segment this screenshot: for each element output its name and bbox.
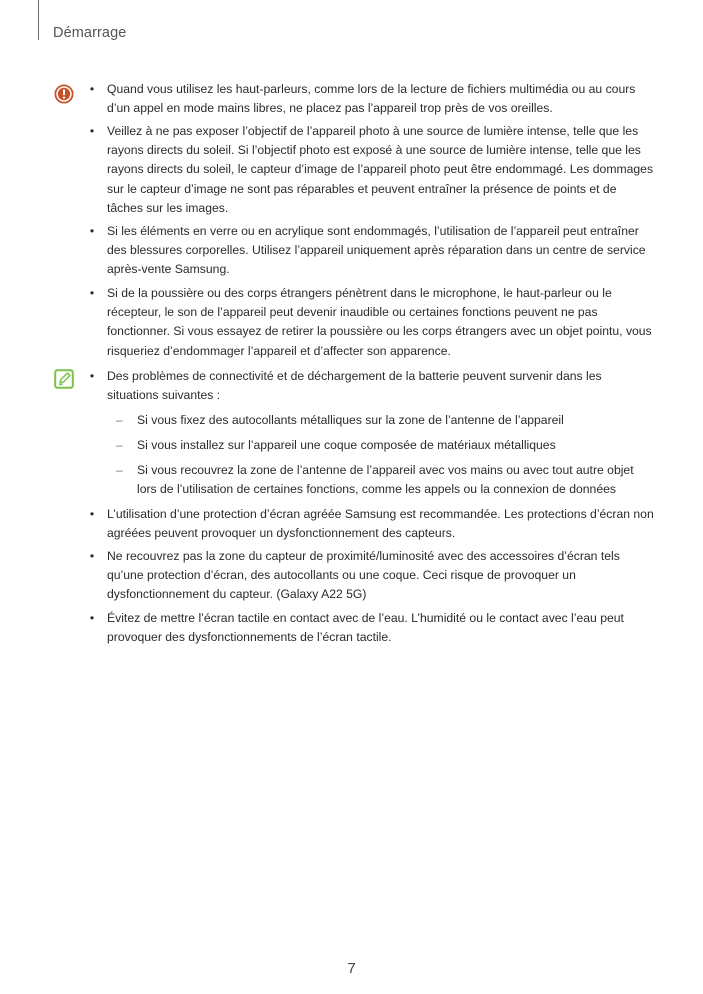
bullet: • [89, 124, 95, 138]
page-number: 7 [347, 960, 356, 977]
dash: – [116, 463, 123, 477]
note-item-text: Ne recouvrez pas la zone du capteur de proximité/luminosité avec des accessoires d’écran tels qu’une protection d’écran, des autocollants ou une coque. Ceci risque de provoquer un dysfonctionnement du capteur. (Galaxy A22 5G) [107, 549, 620, 602]
caution-item-text: Si de la poussière ou des corps étrangers pénètrent dans le microphone, le haut-parleur ou le récepteur, le son de l’appareil peut devenir inaudible ou certaines fonctions peuvent ne pas fonctionner. Si vous essayez de retirer la poussière ou les corps étrangers avec un objet pointu, vous risqueriez d’endommager l’appareil et d’affecter son apparence. [107, 286, 652, 358]
bullet: • [89, 549, 95, 563]
bullet: • [89, 369, 95, 383]
note-subitem-text: Si vous fixez des autocollants métalliques sur la zone de l’antenne de l’appareil [137, 413, 564, 427]
note-item-text: L’utilisation d’une protection d’écran agréée Samsung est recommandée. Les protections d’écran non agréées peuvent provoquer un dysfonctionnement des capteurs. [107, 507, 654, 541]
bullet: • [89, 224, 95, 238]
note-subitem-text: Si vous recouvrez la zone de l’antenne de l’appareil avec vos mains ou avec tout autre objet lors de l’utilisation de certaines fonctions, comme les appels ou la connexion de données [137, 463, 634, 497]
caution-item-text: Veillez à ne pas exposer l’objectif de l’appareil photo à une source de lumière intense, telle que les rayons directs du soleil. Si l’objectif photo est exposé à une source de lumière intense, telle que les rayons directs du soleil, le capteur d’image de l’appareil photo peut être endommagé. Les dommages sur le capteur d’image ne sont pas réparables et peuvent entraîner la présence de points et de tâches sur les images. [107, 124, 654, 215]
dash: – [116, 438, 123, 452]
note-item [89, 505, 655, 543]
note-subitem [116, 436, 655, 455]
bullet: • [89, 611, 95, 625]
caution-item [89, 284, 655, 361]
note-subitem [116, 411, 655, 430]
note-intro-text: Des problèmes de connectivité et de déchargement de la batterie peuvent survenir dans les situations suivantes : [107, 369, 602, 403]
note-subitem-text: Si vous installez sur l’appareil une coque composée de matériaux métalliques [137, 438, 556, 452]
note-intro [89, 367, 655, 405]
note-item [89, 609, 655, 647]
note-item-text: Évitez de mettre l’écran tactile en contact avec de l’eau. L’humidité ou le contact avec l’eau peut provoquer des dysfonctionnements de l’écran tactile. [107, 611, 624, 645]
bullet: • [89, 286, 95, 300]
section-title: Démarrage [53, 25, 127, 41]
note-item [89, 547, 655, 605]
bullet: • [89, 507, 95, 521]
caution-icon [54, 84, 74, 104]
note-icon [54, 369, 74, 389]
note-subitem [116, 461, 655, 499]
caution-item [89, 222, 655, 280]
caution-item-text: Si les éléments en verre ou en acrylique sont endommagés, l’utilisation de l’appareil peut entraîner des blessures corporelles. Utilisez l’appareil uniquement après réparation dans un centre de service après-vente Samsung. [107, 224, 646, 277]
caution-item-text: Quand vous utilisez les haut-parleurs, comme lors de la lecture de fichiers multimédia ou au cours d’un appel en mode mains libres, ne placez pas l’appareil trop près de vos oreilles. [107, 82, 636, 116]
caution-item [89, 80, 655, 118]
caution-item [89, 122, 655, 218]
header-side-rule [38, 0, 39, 40]
bullet: • [89, 82, 95, 96]
dash: – [116, 413, 123, 427]
